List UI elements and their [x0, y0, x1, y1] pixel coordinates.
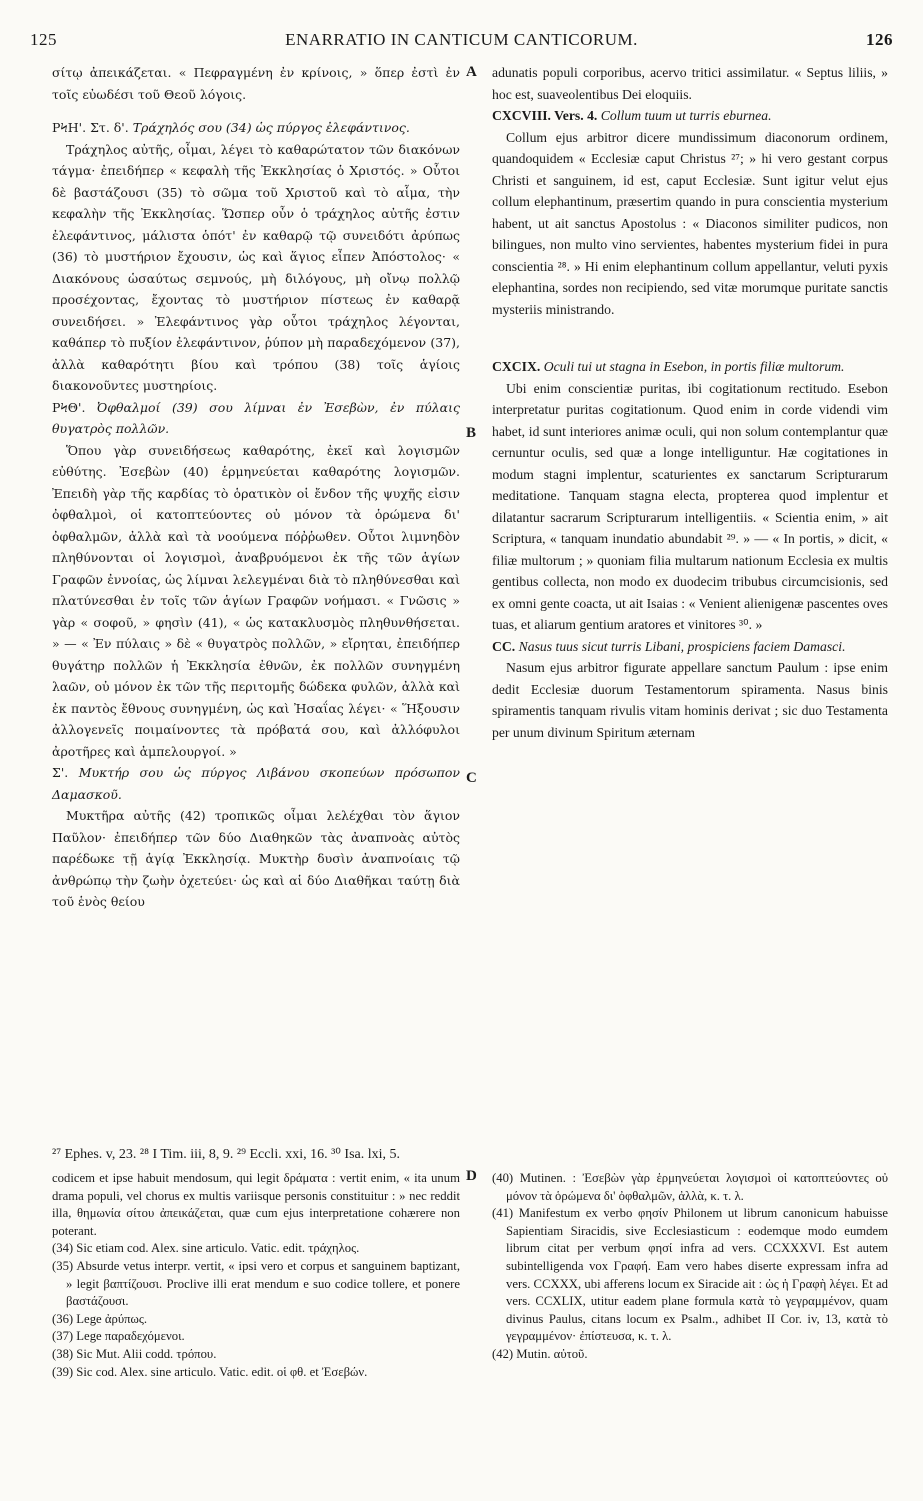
- latin-verse-199: Oculi tui ut stagna in Esebon, in portis filiæ multorum.: [543, 359, 845, 374]
- running-title: ENARRATIO IN CANTICUM CANTICORUM.: [285, 30, 638, 49]
- note-item: (34) Sic etiam cod. Alex. sine articulo. Vatic. edit. τράχηλος.: [52, 1241, 360, 1256]
- note-item: (40) Mutinen. : Ἐσεβὼν γὰρ ἑρμηνεύεται λογισμοὶ οἱ κατοπτεύοντες οὐ μόνον τὰ ὁρώμενα δι' ὀφθαλμῶν, ἀλλὰ, κ. τ. λ.: [492, 1171, 888, 1203]
- greek-verse-200: Μυκτήρ σου ὡς πύργος Λιβάνου σκοπεύων πρόσωπον Δαμασκοῦ.: [52, 765, 460, 802]
- greek-section-heading-200: [52, 762, 460, 805]
- latin-section-number-200: CC.: [492, 638, 516, 654]
- note-item: (36) Lege ἀρύπως.: [52, 1311, 148, 1326]
- greek-section-heading-199: [52, 397, 460, 440]
- greek-section-heading-198: [52, 117, 460, 139]
- latin-section-heading-199: [492, 356, 888, 378]
- note-item: (39) Sic cod. Alex. sine articulo. Vatic. edit. οἱ φθ. et Ἐσεβών.: [52, 1364, 368, 1379]
- latin-section-heading-200: [492, 636, 888, 658]
- latin-section-number-198: CXCVIII. Vers. 4.: [492, 108, 598, 123]
- greek-paragraph-4: Μυκτῆρα αὐτῆς (42) τροπικῶς οἶμαι λελέχθαι τὸν ἅγιον Παῦλον· ἐπειδήπερ τῶν δύο Διαθηκῶν τὰς ἀναπνοὰς αὐτὸς παρέδωκε τῇ ἁγίᾳ Ἐκκλησίᾳ. Μυκτὴρ δυσὶν ἀναπνοίαις τῷ ἀνθρώπῳ τὴν ζωὴν ὀχετεύει· ὡς καὶ αἱ δύο Διαθῆκαι ταύτῃ διὰ τοῦ ἑνὸς θείου: [52, 808, 460, 909]
- margin-letter-a: A: [466, 64, 477, 80]
- page-number-right: 126: [866, 30, 893, 49]
- latin-paragraph-3: Ubi enim conscientiæ puritas, ibi cogitationum rectitudo. Esebon interpretatur puritas cogitationum. Quod enim in corde videndi vim habet, id sunt interiores animæ oculi, qui non solum contemplantur quæ cernuntur oculis, sed quæ a longe intelliguntur. Hæ cogitationes in modum stagni implentur, scaturientes ex sanctarum Scripturarum meditatione. Tanquam stagna electa, propterea quod implentur et dilatantur sacrarum Scripturarum intelligentiis. « Scientia enim, » ait Scriptura, « tanquam inundatio abundabit ²⁹. » — « In portis, » dicit, « filiæ multorum ; » quoniam filia multarum nationum Ecclesia ex multis gentibus collecta, non modo ex duodecim tribubus circumcisionis, sed ex omni gente coacta, ut ait Isaias : « Venient alienigenæ pascentes oves tuas, et aliarum gentium aratores et vinitores ³⁰. »: [492, 380, 888, 632]
- latin-paragraph-2: Collum ejus arbitror dicere mundissimum diaconorum ordinem, quandoquidem « Ecclesiæ caput Christus ²⁷; » hi vero gestant corpus Christi et sanguinem, id est, caput Ecclesiæ. Sunt igitur velut ejus collum elephantinum, præsertim quando in pura conscientia mysterium habent, ut ait sanctus Apostolus : « Diaconos similiter pudicos, non bilingues, non multo vino servientes, habentes mysterium fidei in pura conscientia ²⁸. » Hi enim elephantinum collum appellantur, veluti pyxis elephantina, sordes non recipiendo, sed vitæ morumque puritate sanctis mysteriis ministrando.: [492, 129, 888, 317]
- greek-section-number-200: Σ'.: [52, 765, 69, 780]
- latin-paragraph-1: adunatis populi corporibus, acervo tritici assimilatur. « Septus liliis, » hoc est, suaveolentibus Dei eloquiis.: [492, 65, 888, 102]
- note-item: (42) Mutin. αὐτοῦ.: [492, 1346, 588, 1361]
- greek-paragraph-2: Τράχηλος αὐτῆς, οἶμαι, λέγει τὸ καθαρώτατον τῶν διακόνων τάγμα· ἐπειδήπερ « κεφαλὴ τῆς Ἐκκλησίας ὁ Χριστός. » Οὗτοι δὲ βαστάζουσι (35) τὸ σῶμα τοῦ Χριστοῦ καὶ τὸ αἷμα, τὴν κεφαλὴν τῆς Ἐκκλησίας. Ὥσπερ οὖν ὁ τράχηλος αὐτῆς ἐστιν ἐλεφάντινος, μάλιστα ὁπότ' ἐν καθαρῷ τῷ συνειδότι ἀρύπως (36) τὸ μυστήριον ἔχουσιν, ὡς καὶ ἅγιος εἶπεν Ἀπόστολος· « Διακόνους ὡσαύτως σεμνούς, μὴ διλόγους, μὴ οἴνῳ πολλῷ προσέχοντας, ἔχοντας τὸ μυστήριον πίστεως ἐν καθαρᾷ συνειδήσει. » Ἐλεφάντινος γὰρ οὗτοι τράχηλος λέγονται, καθάπερ τὸ πυξίον ἐλεφάντινον, ῥύπον μὴ παραδεχόμενον (37), ἀλλὰ καθαρότητι βίου καὶ τρόπου (38) τοῖς ἁγίοις διακονοῦντες μυστηρίοις.: [52, 141, 460, 393]
- margin-letter-d: D: [466, 1168, 477, 1184]
- greek-paragraph-1: σίτῳ ἀπεικάζεται. « Πεφραγμένη ἐν κρίνοις, » ὅπερ ἐστὶ ἐν τοῖς εὐωδέσι τοῦ Θεοῦ λόγοις.: [52, 65, 460, 102]
- latin-section-number-199: CXCIX.: [492, 359, 541, 374]
- page-number-left: 125: [30, 30, 57, 49]
- latin-paragraph-4: Nasum ejus arbitror figurate appellare sanctum Paulum : ipse enim dedit Ecclesiæ duorum Testamentorum spiramenta. Nasus binis spiramentis tanquam rivulis vitam hominis derivat ; sic duo Testamenta per unum divinum Spiritum æternam: [492, 660, 888, 740]
- greek-verse-199: Ὀφθαλμοί (39) σου λίμναι ἐν Ἐσεβὼν, ἐν πύλαις θυγατρὸς πολλῶν.: [52, 399, 460, 436]
- note-item: (37) Lege παραδεχόμενοι.: [52, 1329, 185, 1344]
- note-item: (35) Absurde vetus interpr. vertit, « ipsi vero et corpus et sanguinem baptizant, » legit βαπτίζουσι. Proclive illi erat mendum e suo codice tollere, et ponere βαστάζουσι.: [52, 1258, 460, 1309]
- note-item: (41) Manifestum ex verbo φησίν Philonem ut librum canonicum habuisse Sapientiam Siracidis, sive Ecclesiasticum : eodemque modo eumdem librum citat per verbum φησί infra ad vers. CCXXXVI. Est autem subintelligenda vox Γραφή. Eam vero habes diserte expressam infra ad vers. CCXXX, ubi afferens locum ex Siracide ait : ὡς ἡ Γραφὴ λέγει. Et ad vers. CCXLIX, utitur eadem plane formula κατὰ τὸ γεγραμμένον, quam divinus Paulus, citans locum ex Psalm., adhibet II Cor. iv, 13, κατὰ τὸ γεγραμμένον· ἐπίστευσα, κ. τ. λ.: [492, 1206, 888, 1344]
- latin-verse-198: Collum tuum ut turris eburnea.: [600, 108, 772, 123]
- margin-letter-c: C: [466, 770, 477, 786]
- latin-section-heading-198: [492, 105, 888, 127]
- latin-column: [492, 62, 888, 743]
- greek-paragraph-3: Ὅπου γὰρ συνειδήσεως καθαρότης, ἐκεῖ καὶ λογισμῶν εὐθύτης. Ἐσεβὼν (40) ἑρμηνεύεται καθαρότης λογισμῶν. Ἐπειδὴ γὰρ τῆς καρδίας τὸ ὁρατικὸν οἱ ἔνδον τῆς ψυχῆς εἰσιν ὀφθαλμοὶ, οἱ κατοπτεύοντες οὐ μόνον τὰ ὁρώμενα δι' ὀφθαλμῶν, ἀλλὰ καὶ τὰ νοούμενα πόῤῥωθεν. Οὗτοι λιμνηδὸν πληθύνονται οἱ λογισμοὶ, ἀναβρυόμενοι ἐκ τῆς τῶν ἁγίων Γραφῶν ἐννοίας, ὡς λίμναι λελεγμέναι διὰ τὸ πληθύνεσθαι καὶ πλατύνεσθαι ἐν τοῖς τῶν ἁγίων Γραφῶν νοήμασι. « Γνῶσις » γὰρ « σοφοῦ, » φησὶν (41), « ὡς κατακλυσμὸς πληθυνθήσεται. » — « Ἐν πύλαις » δὲ « θυγατρὸς πολλῶν, » εἴρηται, ἐπειδήπερ θυγάτηρ πολλῶν ἡ Ἐκκλησία ἐθνῶν, ἐκ πολλῶν συνηγμένη λαῶν, οὐ μόνον ἐκ τῶν τῆς περιτομῆς δώδεκα φυλῶν, ἀλλὰ καὶ ἐκ παντὸς ἔθνους συνηγμένη, ὡς καὶ Ἠσαΐας λέγει· « Ἥξουσιν ἀλλογενεῖς ποιμαίνοντες τὰ πρόβατά σου, καὶ ἀλλόφυλοι ἀροτῆρες καὶ ἀμπελουργοί. »: [52, 442, 460, 759]
- greek-column: [52, 62, 460, 913]
- page-header: [30, 30, 893, 56]
- notes-left: [52, 1170, 460, 1381]
- greek-verse-198: Τράχηλός σου (34) ὡς πύργος ἐλεφάντινος.: [132, 120, 410, 135]
- greek-section-number-198: ΡϞΗ'. Στ. δ'.: [52, 120, 129, 135]
- latin-verse-200: Nasus tuus sicut turris Libani, prospiciens faciem Damasci.: [518, 638, 846, 654]
- greek-section-number-199: ΡϞΘ'.: [52, 399, 86, 415]
- note-item: (38) Sic Mut. Alii codd. τρόπου.: [52, 1346, 217, 1361]
- margin-letter-b: B: [466, 425, 477, 441]
- notes-right: [492, 1170, 888, 1364]
- note-item: codicem et ipse habuit mendosum, qui legit δράματα : vertit enim, « ita unum drama populi, vel chorus ex multis variisque personis constituitur : » nec reddit illa, θημωνία σίτου ἀπεικάζεται, quæ cum ejus interpretatione cohærere non poterant.: [52, 1171, 460, 1238]
- scripture-footnotes: ²⁷ Ephes. v, 23. ²⁸ I Tim. iii, 8, 9. ²⁹ Eccli. xxi, 16. ³⁰ Isa. lxi, 5.: [52, 1147, 401, 1162]
